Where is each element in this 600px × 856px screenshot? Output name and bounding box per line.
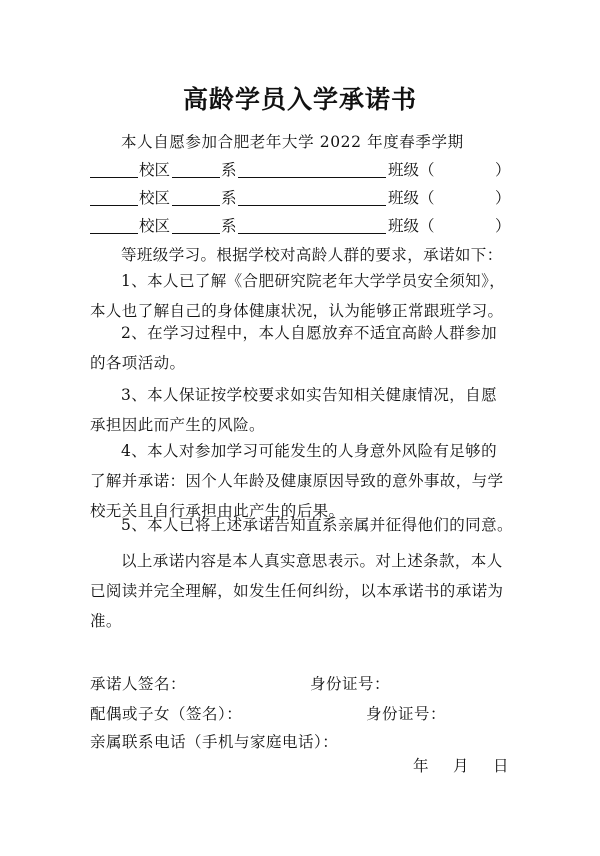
dept-blank[interactable] (172, 177, 220, 178)
spouse-signature-label: 配偶或子女（签名）： (90, 705, 243, 723)
date-year-label: 年 (413, 757, 430, 775)
relative-phone-label: 亲属联系电话（手机与家庭电话）： (90, 733, 339, 751)
campus-label: 校区 (139, 189, 171, 207)
class-name-blank[interactable] (238, 205, 386, 206)
paragraph-item-1 (90, 266, 520, 326)
signer-id-label: 身份证号： (310, 675, 391, 693)
paragraph-line: 1、本人已了解《合肥研究院老年大学学员安全须知》， (121, 272, 506, 290)
paragraph-item-3 (90, 380, 520, 440)
campus-label: 校区 (139, 217, 171, 235)
dept-label: 系 (221, 161, 237, 179)
dept-blank[interactable] (172, 205, 220, 206)
paragraph-item-5 (90, 510, 520, 540)
class-label: 班级（ (388, 217, 435, 235)
campus-blank[interactable] (90, 177, 138, 178)
paragraph-line: 了解并承诺：因个人年龄及健康原因导致的意外事故，与学 (90, 472, 504, 490)
paragraph-line: 已阅读并完全理解，如发生任何纠纷，以本承诺书的承诺为 (90, 582, 504, 600)
paragraph-line: 4、本人对参加学习可能发生的人身意外风险有足够的 (121, 442, 497, 460)
campus-label: 校区 (139, 161, 171, 179)
paragraph-line: 等班级学习。根据学校对高龄人群的要求，承诺如下： (121, 246, 503, 264)
dept-blank[interactable] (172, 233, 220, 234)
class-close-paren: ） (495, 189, 511, 207)
paragraph-line: 的各项活动。 (90, 354, 186, 372)
class-label: 班级（ (388, 161, 435, 179)
signer-signature-label: 承诺人签名： (90, 675, 187, 693)
class-name-blank[interactable] (238, 177, 386, 178)
paragraph-line: 3、本人保证按学校要求如实告知相关健康情况，自愿 (121, 386, 497, 404)
paragraph-closing (90, 546, 520, 636)
class-close-paren: ） (495, 217, 511, 235)
date-month-label: 月 (453, 757, 470, 775)
campus-row (90, 214, 530, 236)
dept-label: 系 (221, 217, 237, 235)
class-label: 班级（ (388, 189, 435, 207)
paragraph-line: 以上承诺内容是本人真实意思表示。对上述条款，本人 (121, 552, 503, 570)
paragraph-line: 承担因此而产生的风险。 (90, 416, 265, 434)
campus-row (90, 186, 530, 208)
campus-row (90, 158, 530, 180)
paragraph-line: 本人也了解自己的身体健康状况，认为能够正常跟班学习。 (90, 302, 504, 320)
paragraph-item-2 (90, 318, 520, 378)
spouse-id-label: 身份证号： (366, 705, 447, 723)
paragraph-line: 校无关且自行承担由此产生的后果。 (90, 502, 345, 520)
campus-blank[interactable] (90, 205, 138, 206)
paragraph-line: 2、在学习过程中，本人自愿放弃不适宜高龄人群参加 (121, 324, 497, 342)
class-close-paren: ） (495, 161, 511, 179)
date-day-label: 日 (493, 757, 510, 775)
class-name-blank[interactable] (238, 233, 386, 234)
intro-line: 本人自愿参加合肥老年大学 2022 年度春季学期 (121, 133, 464, 151)
dept-label: 系 (221, 189, 237, 207)
paragraph-line: 准。 (90, 612, 122, 630)
campus-blank[interactable] (90, 233, 138, 234)
paragraph-line: 5、本人已将上述承诺告知直系亲属并征得他们的同意。 (121, 516, 513, 534)
document-title: 高龄学员入学承诺书 (182, 85, 417, 114)
